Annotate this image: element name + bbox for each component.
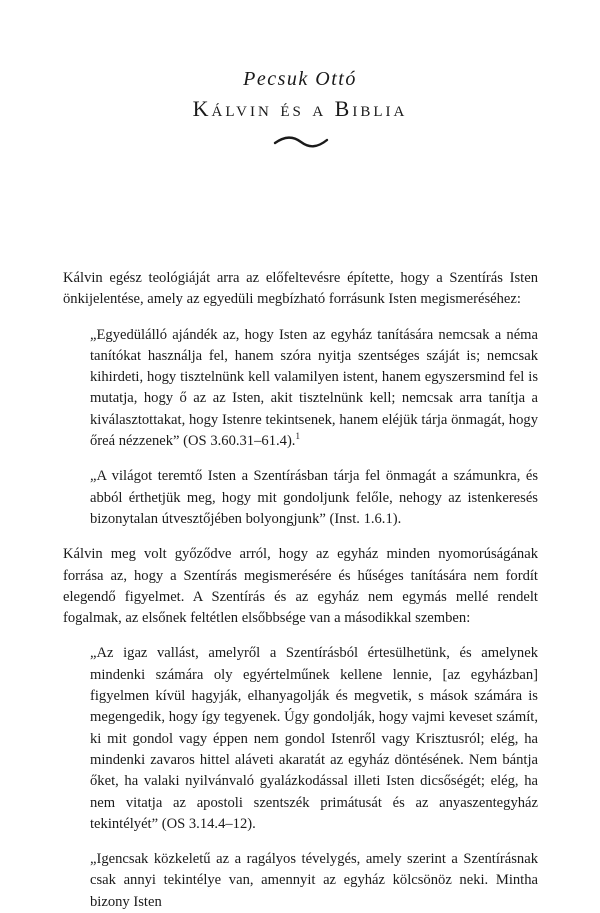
block-quote-1: „Egyedülálló ajándék az, hogy Isten az egyház tanítására nemcsak a néma tanítókat használja fel, hanem szóra nyitja szentséges száját is; nemcsak kihirdeti, hogy tisztelnünk kell valamilyen istent, hanem egyszersmind fel is mutatja, hogy ő az az Isten, akit tisztelnünk kell; nemcsak arra tanítja a kiválasztottakat, hogy Istenre tekintsenek, hanem eléjük tárja önmagát, hogy őreá nézzenek” (OS 3.60.31–61.4).$^1$ [90, 326, 538, 450]
article-title: Kálvin és a Biblia [192, 96, 408, 121]
footnote-marker[interactable]: 1 [295, 431, 300, 442]
article-body [63, 268, 538, 913]
block-quote-4: „Igencsak közkeletű az a ragályos tévelygés, amely szerint a Szentírásnak csak annyi tekintélye van, amennyit az egyház kölcsönöz neki. Mintha bizony Isten [90, 851, 538, 910]
body-paragraph-2: Kálvin meg volt győződve arról, hogy az egyház minden nyomorúságának forrása az, hogy a Szentírás megismerésére és hűséges tanítására nem fordít elegendő figyelmet. A Szentírás és az egyház nem egymás mellé rendelt fogalmak, az elsőnek feltétlen elsőbbsége van a másodikkal szemben: [63, 546, 538, 627]
author-name: Pecsuk Ottó [243, 68, 357, 90]
title-ornament [273, 134, 329, 150]
block-quote-2: „A világot teremtő Isten a Szentírásban tárja fel önmagát a számunkra, és abból érthetjük meg, hogy mit gondoljunk felőle, nehogy az istenkeresés bizonytalan útvesztőjében bolyongjunk” (Inst. 1.6.1). [90, 468, 538, 527]
body-paragraph-1: Kálvin egész teológiáját arra az előfeltevésre építette, hogy a Szentírás Isten önkijelentése, amely az egyedüli megbízható forrásunk Isten megismeréséhez: [63, 270, 538, 308]
block-quote-3: „Az igaz vallást, amelyről a Szentírásból értesülhetünk, és amelynek mindenki számára oly egyértelműnek kellene lennie, [az egyházban] figyelmen kívül hagyják, elhanyagolják és megvetik, s mások számára is megengedik, hogy így tegyenek. Úgy gondolják, hogy vajmi keveset számít, ki mit gondol vagy éppen nem gondol Istenről vagy Krisztusról; elég, ha mindenki zavaros hittel aláveti akaratát az egyház döntésének. Nem bántja őket, ha valaki nyilvánvaló gyalázkodással illeti Isten dicsőségét; elég, ha nem vitatja az apostoli szentszék primátusát és az anyaszentegyház tekintélyét” (OS 3.14.4–12). [90, 645, 538, 832]
